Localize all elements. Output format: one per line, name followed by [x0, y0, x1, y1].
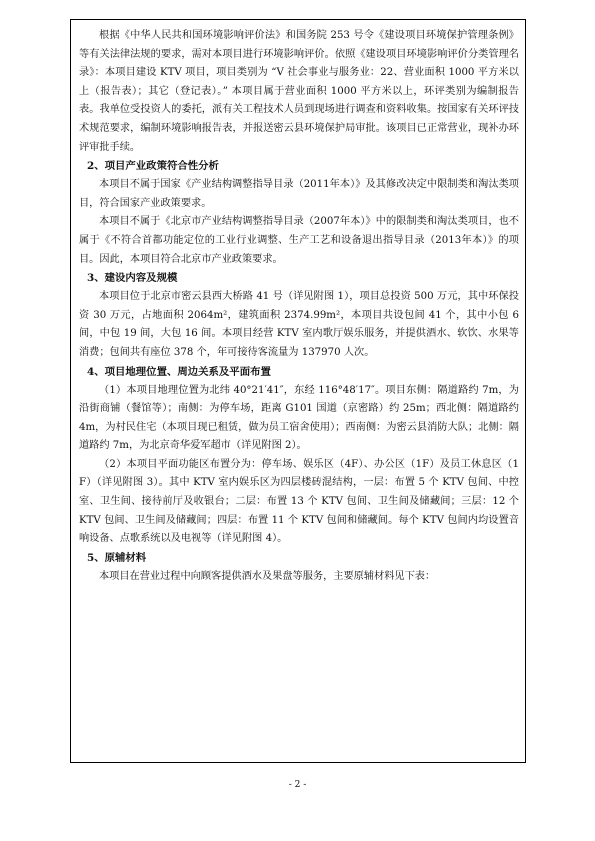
page-number: - 2 -	[288, 780, 307, 790]
paragraph-national-policy: 本项目不属于国家《产业结构调整指导目录（2011年本）》及其修改决定中限制类和淘汰类项目，符合国家产业政策要求。	[79, 179, 519, 209]
section-heading-construction-scale: 3、建设内容及规模	[87, 272, 178, 285]
paragraph-raw-materials: 本项目在营业过程中向顾客提供酒水及果盘等服务，主要原辅材料见下表：	[99, 570, 436, 582]
document-body	[79, 27, 519, 586]
paragraph-eia-basis: 根据《中华人民共和国环境影响评价法》和国务院 253 号令《建设项目环境保护管理条例》等有关法律法规的要求，需对本项目进行环境影响评价。依照《建设项目环境影响评价分类管理名录》：本项目建设 KTV 项目，项目类别为 “V 社会事业与服务业：22、营业面积 1000 平方米以上（报告表）；其它（登记表）。” 本项目属于营业面积 1000 平方米以上，环评类别为编制报告表。我单位受投资人的委托，派有关工程技术人员到现场进行调查和资料收集。按国家有关环评技术规范要求，编制环境影响报告表，并报送密云县环境保护局审批。该项目已正常营业，现补办环评审批手续。	[79, 30, 519, 153]
section-heading-location-layout: 4、项目地理位置、周边关系及平面布置	[87, 365, 271, 378]
paragraph-location: （1）本项目地理位置为北纬 40°21′41″，东经 116°48′17″。项目东侧：隔道路约 7m，为沿街商铺（餐馆等）；南侧：为停车场，距离 G101 国道（京密路）约 25m；西北侧：隔道路约 4m，为村民住宅（本项目现已租赁，做为员工宿舍使用）；西南侧：为密云县消防大队；北侧：隔道路约 7m，为北京奇华爱军超市（详见附图 2）。	[79, 384, 519, 452]
paragraph-construction-scale: 本项目位于北京市密云县西大桥路 41 号（详见附图 1），项目总投资 500 万元，其中环保投资 30 万元，占地面积 2064m²，建筑面积 2374.99m²，本项目共设包间 41 个，其中小包 6 间，中包 19 间，大包 16 间。本项目经营 KTV 室内歌厅娱乐服务，并提供酒水、软饮、水果等消费；包间共有座位 378 个，年可接待客流量为 137970 人次。	[79, 291, 519, 358]
section-heading-raw-materials: 5、原辅材料	[87, 551, 147, 564]
paragraph-beijing-policy: 本项目不属于《北京市产业结构调整指导目录（2007年本）》中的限制类和淘汰类项目，也不属于《不符合首都功能定位的工业行业调整、生产工艺和设备退出指导目录（2013年本）》的项目。因此，本项目符合北京市产业政策要求。	[79, 216, 519, 265]
section-heading-industry-policy: 2、项目产业政策符合性分析	[87, 160, 219, 173]
paragraph-layout: （2）本项目平面功能区布置分为：停车场、娱乐区（4F）、办公区（1F）及员工休息区（1F）（详见附图 3）。其中 KTV 室内娱乐区为四层楼砖混结构，一层：布置 5 个 KTV 包间、中控室、卫生间、接待前厅及收银台；二层：布置 13 个 KTV 包间、卫生间及储藏间；三层：12 个 KTV 包间、卫生间及储藏间；四层：布置 11 个 KTV 包间和储藏间。每个 KTV 包间内均设置音响设备、点歌系统以及电视等（详见附图 4）。	[79, 458, 519, 545]
